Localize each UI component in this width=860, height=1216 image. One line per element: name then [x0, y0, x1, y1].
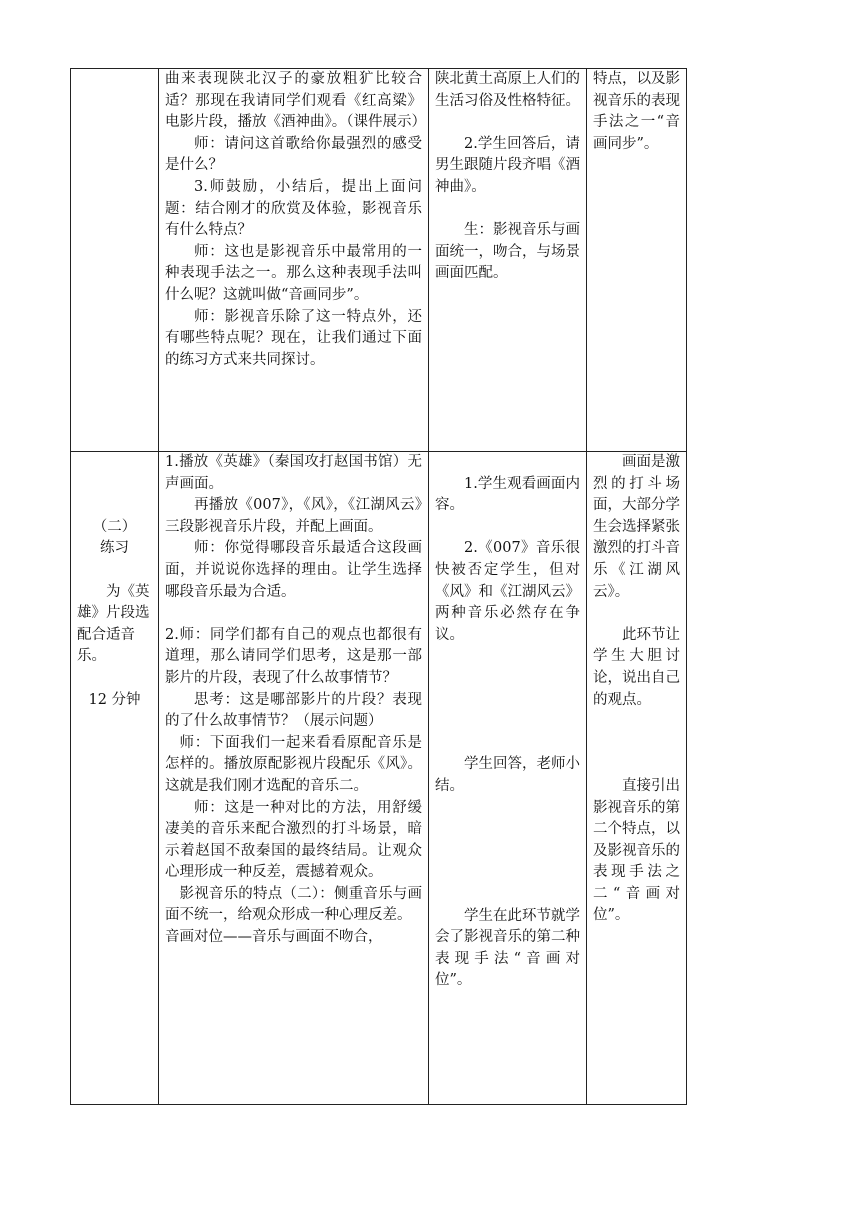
paragraph: 3.师鼓励，小结后，提出上面问题：结合刚才的欣赏及体验，影视音乐有什么特点？: [165, 178, 422, 239]
paragraph: 1.播放《英雄》（秦国攻打赵国书馆）无声画面。: [165, 454, 422, 492]
lesson-plan-table: [70, 68, 687, 1105]
paragraph: 学生回答，老师小结。: [435, 756, 580, 794]
paragraph: 师：请问这首歌给你最强烈的感受是什么？: [165, 135, 422, 174]
design-intent-cell: [587, 69, 687, 452]
paragraph: 再播放《007》，《风》，《江湖风云》三段影视音乐片段，并配上画面。: [165, 497, 422, 535]
paragraph: 生：影视音乐与画面统一，吻合，与场景画面匹配。: [435, 222, 580, 282]
student-activity-cell: [429, 452, 587, 1105]
paragraph: 直接引出影视音乐的第二个特点，以及影视音乐的表现手法之二“音画对位”。: [593, 777, 680, 924]
paragraph: 画面是激烈的打斗场面，大部分学生会选择紧张激烈的打斗音乐《江湖风云》。: [593, 454, 680, 600]
table-row: [71, 452, 687, 1105]
paragraph: 师：下面我们一起来看看原配音乐是怎样的。播放原配影视片段配乐《风》。这就是我们刚才选配的音乐二。: [165, 734, 422, 794]
paragraph: 思考：这是哪部影片的片段？表现的了什么故事情节？（展示问题）: [165, 691, 422, 730]
stage-name: 练习: [100, 540, 129, 557]
paragraph: 此环节让学生大胆讨论，说出自己的观点。: [593, 626, 680, 708]
paragraph: 2.师：同学们都有自己的观点也都很有道理，那么请同学们思考，这是那一部影片的片段，表现了什么故事情节？: [165, 626, 422, 686]
teacher-activity-cell: [159, 69, 429, 452]
paragraph: 师：这也是影视音乐中最常用的一种表现手法之一。那么这种表现手法叫什么呢？这就叫做“音画同步”。: [165, 243, 422, 303]
teacher-activity-cell: [159, 452, 429, 1105]
paragraph: 2.《007》音乐很快被否定学生，但对《风》和《江湖风云》两种音乐必然存在争议。: [435, 540, 580, 643]
paragraph: 音画对位——音乐与画面不吻合，: [165, 929, 383, 946]
stage-cell: [71, 452, 159, 1105]
student-activity-cell: [429, 69, 587, 452]
paragraph: 师：这是一种对比的方法，用舒缓凄美的音乐来配合激烈的打斗场景，暗示着赵国不敌秦国的最终结局。让观众心理形成一种反差，震撼着观众。: [165, 799, 422, 881]
paragraph: 2.学生回答后，请男生跟随片段齐唱《酒神曲》。: [435, 135, 580, 195]
stage-time: 12 分钟: [88, 691, 141, 708]
paragraph: 师：你觉得哪段音乐最适合这段画面，并说说你选择的理由。让学生选择哪段音乐最为合适。: [165, 540, 422, 600]
paragraph: 曲来表现陕北汉子的豪放粗犷比较合适？那现在我请同学们观看《红高粱》电影片段，播放《酒神曲》。（课件展示）: [165, 71, 426, 131]
table-row: [71, 69, 687, 452]
stage-task: 为《英雄》片段选配合适音乐。: [77, 583, 150, 665]
stage-cell: [71, 69, 159, 452]
paragraph: 影视音乐的特点（二）：侧重音乐与画面不统一，给观众形成一种心理反差。: [165, 885, 422, 924]
paragraph: 特点，以及影视音乐的表现手法之一“音画同步”。: [593, 71, 680, 152]
paragraph: 学生在此环节就学会了影视音乐的第二种表现手法“音画对位”。: [435, 907, 580, 989]
paragraph: 陕北黄土高原上人们的生活习俗及性格特征。: [435, 71, 580, 109]
design-intent-cell: [587, 452, 687, 1105]
paragraph: 师：影视音乐除了这一特点外，还有哪些特点呢？现在，让我们通过下面的练习方式来共同探讨。: [165, 308, 422, 368]
paragraph: 1.学生观看画面内容。: [435, 475, 580, 514]
lesson-plan-page: [70, 68, 686, 1105]
stage-number: （二）: [92, 518, 137, 535]
